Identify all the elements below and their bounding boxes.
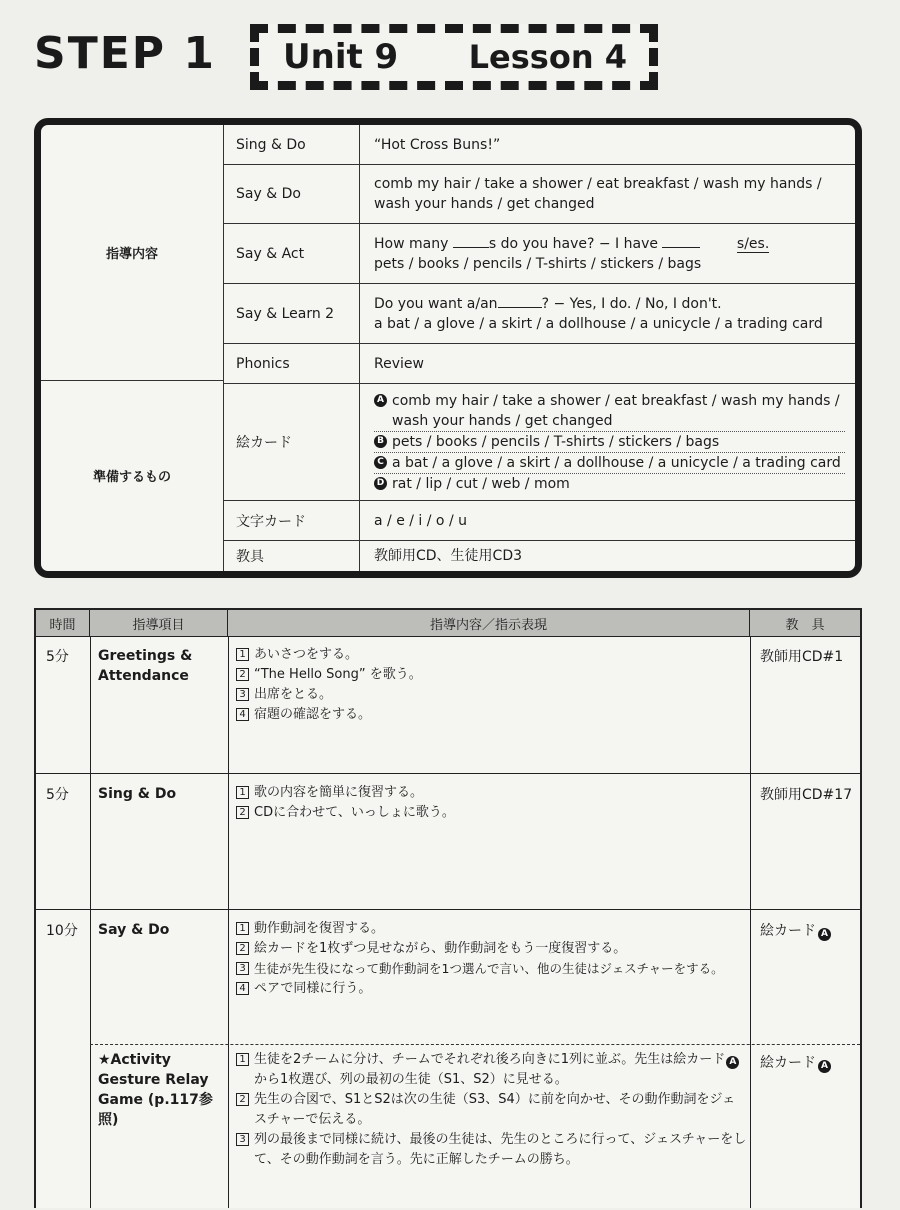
row-label: Say & Act — [224, 224, 360, 283]
time-cell: 5分 — [46, 787, 69, 803]
row-label: 絵カード — [224, 384, 360, 500]
step: 2 先生の合図で、S1とS2は次の生徒（S3、S4）に前を向かせ、その動作動詞をジェスチャーで伝える。 — [236, 1090, 748, 1130]
question-line — [374, 293, 855, 314]
row-label: Sing & Do — [224, 125, 360, 164]
row-label: 教具 — [224, 541, 360, 571]
step: 3 列の最後まで同様に続け、最後の生徒は、先生のところに行って、ジェスチャーをして、その動作動詞を言う。先に正解したチームの勝ち。 — [236, 1130, 748, 1170]
row-content-2: wash your hands / get changed — [374, 196, 595, 212]
card-text: rat / lip / cut / web / mom — [392, 475, 570, 492]
step-number: 3 — [236, 1133, 249, 1146]
question-part: How many — [374, 236, 449, 252]
step-number: 2 — [236, 668, 249, 681]
table-header — [36, 610, 860, 637]
overview-row-teaching-aids — [224, 541, 855, 571]
time-cell: 5分 — [46, 649, 69, 665]
step: 1 生徒を2チームに分け、チームでそれぞれ後ろ向きに1列に並ぶ。先生は絵カード Aから1枚選び、列の最初の生徒（S1、S2）に見せる。 — [236, 1050, 748, 1090]
steps-cell — [236, 919, 756, 999]
spacer — [705, 234, 737, 248]
card-set-a — [374, 391, 845, 432]
row-content: comb my hair / take a shower / eat breakfast / wash my hands / — [374, 176, 822, 192]
step: 2 “The Hello Song” を歌う。 — [236, 665, 746, 685]
mark-a-icon: A — [374, 394, 387, 407]
step: 2 絵カードを1枚ずつ見せながら、動作動詞をもう一度復習する。 — [236, 939, 756, 959]
group-label-materials: 準備するもの — [41, 380, 224, 571]
step-title: STEP 1 — [34, 28, 216, 79]
step-number: 2 — [236, 942, 249, 955]
step-number: 4 — [236, 982, 249, 995]
overview-row-say-do — [224, 165, 855, 224]
activity-title: ★Activity Gesture Relay Game (p.117参照) — [98, 1052, 213, 1128]
plan-row-sing-do — [36, 774, 860, 910]
step: 4 宿題の確認をする。 — [236, 705, 746, 725]
item-cell: Say & Do — [98, 922, 170, 938]
item-cell: Sing & Do — [98, 786, 177, 802]
step: 1 歌の内容を簡単に復習する。 — [236, 783, 746, 803]
overview-row-sing-do — [224, 125, 855, 165]
card-text-2: wash your hands / get changed — [392, 412, 613, 429]
blank-line — [453, 233, 489, 248]
step: 1 動作動詞を復習する。 — [236, 919, 756, 939]
lesson-label: Lesson 4 — [468, 38, 627, 76]
material-cell: 教師用CD#1 — [760, 649, 844, 665]
card-set-c — [374, 453, 845, 474]
overview-row-letter-cards — [224, 501, 855, 541]
step-number: 2 — [236, 806, 249, 819]
step: 2 CDに合わせて、いっしょに歌う。 — [236, 803, 746, 823]
row-content: “Hot Cross Buns!” — [374, 136, 501, 153]
material-cell: 教師用CD#17 — [760, 787, 853, 803]
step-number: 2 — [236, 1093, 249, 1106]
header-item: 指導項目 — [90, 610, 228, 636]
question-part: s do you have? − I have — [488, 236, 658, 252]
mark-a-icon: A — [818, 1060, 831, 1073]
overview-row-phonics — [224, 344, 855, 384]
row-content: 教師用CD、生徒用CD3 — [374, 548, 523, 564]
card-text: pets / books / pencils / T-shirts / stickers / bags — [392, 433, 720, 450]
header-materials: 教 具 — [785, 617, 825, 633]
lesson-overview-table — [34, 118, 862, 578]
activity-material: 絵カード A — [760, 1052, 836, 1073]
item-cell: Greetings & Attendance — [98, 648, 193, 684]
card-set-b — [374, 432, 845, 453]
unit-label: Unit 9 — [283, 37, 399, 77]
group-label-content: 指導内容 — [41, 125, 224, 380]
step-number: 1 — [236, 648, 249, 661]
row-label: Phonics — [224, 344, 360, 383]
question-part: Do you want a/an — [374, 296, 498, 312]
row-content: Review — [374, 355, 424, 372]
row-content-2: a bat / a glove / a skirt / a dollhouse / a unicycle / a trading card — [374, 316, 823, 332]
blank-line — [498, 293, 542, 308]
row-label: Say & Learn 2 — [224, 284, 360, 343]
card-set-d — [374, 474, 845, 494]
step-number: 3 — [236, 688, 249, 701]
mark-a-icon: A — [818, 928, 831, 941]
row-content: a / e / i / o / u — [374, 512, 467, 529]
overview-row-say-learn — [224, 284, 855, 344]
material-cell: 絵カード A — [760, 920, 836, 941]
card-text: a bat / a glove / a skirt / a dollhouse / a unicycle / a trading card — [392, 454, 841, 471]
step-number: 1 — [236, 922, 249, 935]
activity-steps — [236, 1050, 748, 1170]
plan-row-say-do — [36, 910, 860, 1210]
header-time: 時間 — [36, 610, 90, 636]
steps-cell — [236, 645, 746, 725]
overview-row-say-act — [224, 224, 855, 284]
step: 3 出席をとる。 — [236, 685, 746, 705]
lesson-plan-table — [34, 608, 862, 1208]
mark-d-icon: D — [374, 477, 387, 490]
time-cell: 10分 — [46, 923, 78, 939]
steps-cell — [236, 783, 746, 823]
step-number: 1 — [236, 1053, 249, 1066]
step-number: 3 — [236, 962, 249, 975]
overview-row-picture-cards — [224, 384, 855, 501]
step: 4 ペアで同様に行う。 — [236, 979, 756, 999]
step: 3 生徒が先生役になって動作動詞を1つ選んで言い、他の生徒はジェスチャーをする。 — [236, 959, 756, 979]
question-part: ? − Yes, I do. / No, I don't. — [541, 296, 722, 312]
row-content-2: pets / books / pencils / T-shirts / stickers / bags — [374, 256, 702, 272]
mark-b-icon: B — [374, 435, 387, 448]
row-label: Say & Do — [224, 165, 360, 223]
question-line — [374, 233, 855, 254]
mark-c-icon: C — [374, 456, 387, 469]
step: 1 あいさつをする。 — [236, 645, 746, 665]
plan-row-greetings — [36, 636, 860, 774]
blank-line — [662, 233, 700, 248]
header-content: 指導内容／指示表現 — [228, 610, 750, 636]
mark-a-icon: A — [726, 1056, 739, 1069]
step-number: 1 — [236, 786, 249, 799]
unit-lesson-box — [250, 24, 658, 90]
activity-divider — [90, 1044, 860, 1045]
row-label: 文字カード — [224, 501, 360, 540]
question-part: s/es. — [736, 236, 770, 252]
step-number: 4 — [236, 708, 249, 721]
card-text: comb my hair / take a shower / eat breakfast / wash my hands / — [392, 392, 840, 409]
